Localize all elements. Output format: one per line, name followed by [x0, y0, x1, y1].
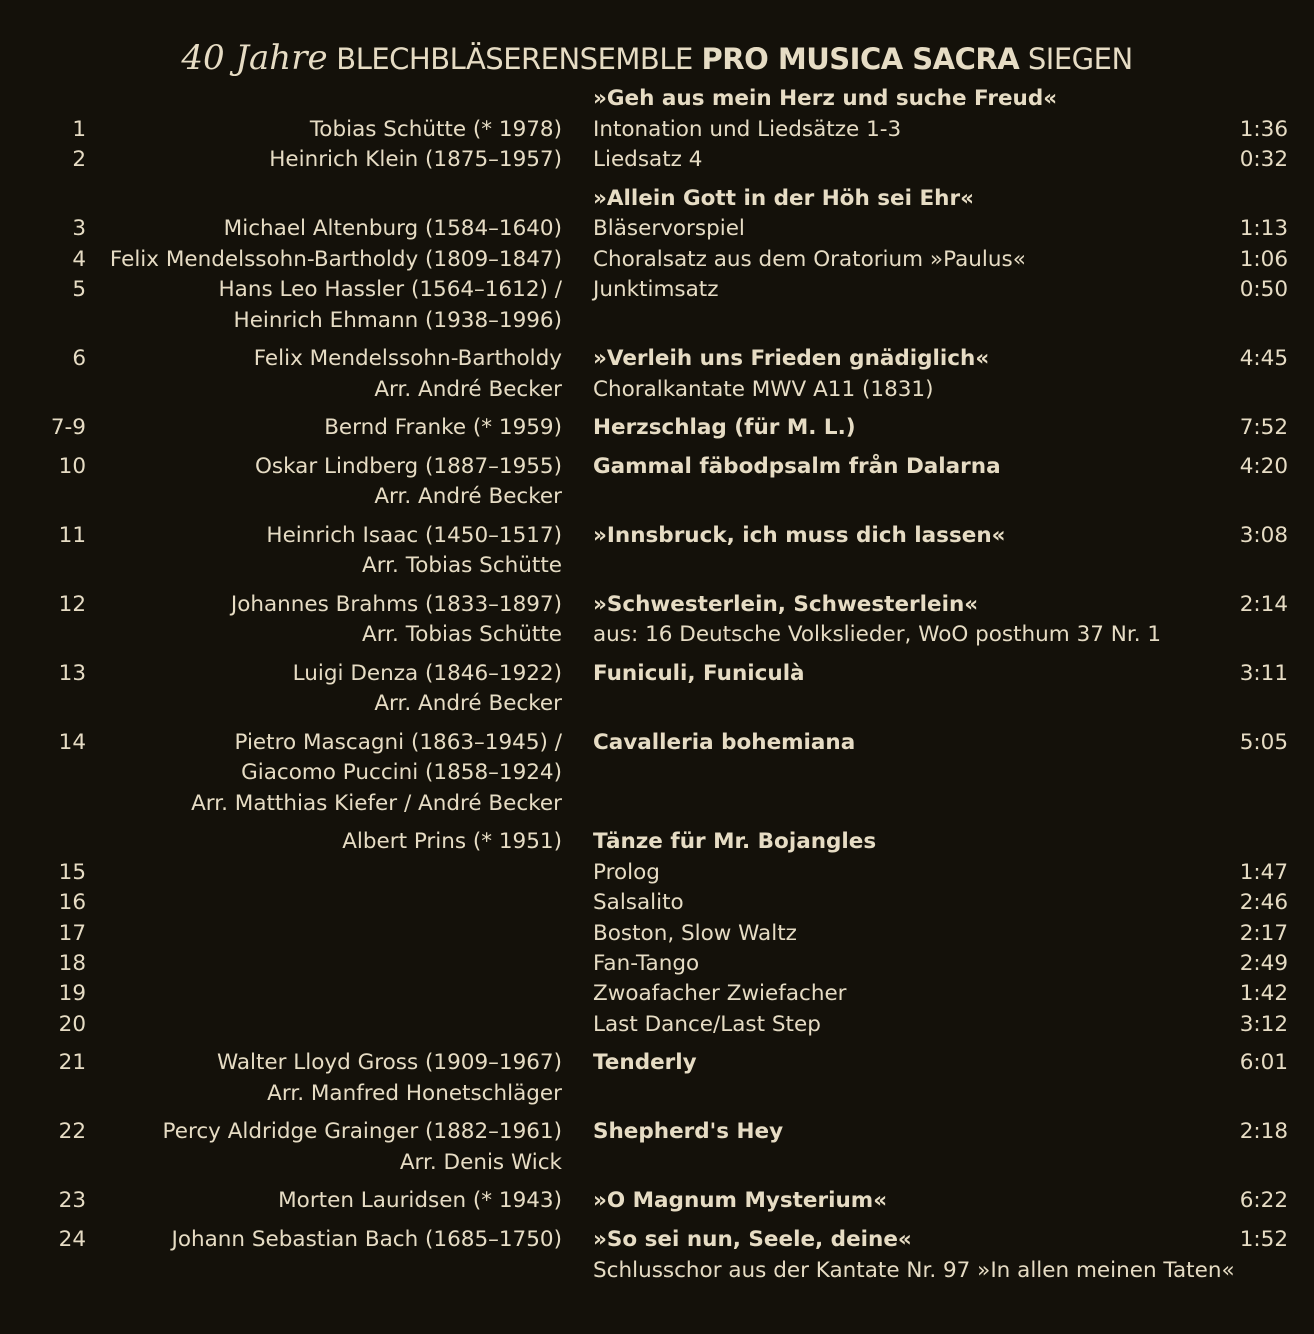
track-number: 6 [72, 346, 86, 371]
track-duration: 5:05 [1239, 730, 1288, 755]
track-work: Liedsatz 4 [593, 147, 703, 172]
track-work: Fan-Tango [593, 951, 700, 976]
track-work: Herzschlag (für M. L.) [593, 415, 856, 440]
track-work: Zwoafacher Zwiefacher [593, 981, 847, 1006]
track-duration: 2:14 [1239, 592, 1288, 617]
track-duration: 3:12 [1239, 1012, 1288, 1037]
track-number: 13 [58, 661, 86, 686]
track-work: Boston, Slow Waltz [593, 921, 797, 946]
track-composer: Arr. André Becker [374, 691, 562, 716]
track-number: 11 [58, 523, 86, 548]
track-number: 1 [72, 117, 86, 142]
track-composer: Heinrich Ehmann (1938–1996) [233, 308, 562, 333]
track-duration: 1:13 [1239, 216, 1288, 241]
track-duration: 2:17 [1239, 921, 1288, 946]
track-composer: Johann Sebastian Bach (1685–1750) [171, 1227, 562, 1252]
track-work: Tänze für Mr. Bojangles [593, 829, 877, 854]
page-title [0, 36, 1314, 81]
track-work: Salsalito [593, 890, 684, 915]
track-composer: Luigi Denza (1846–1922) [292, 661, 562, 686]
track-work: »Verleih uns Frieden gnädiglich« [593, 346, 990, 371]
track-work: »So sei nun, Seele, deine« [593, 1227, 912, 1252]
track-composer: Felix Mendelssohn-Bartholdy (1809–1847) [109, 247, 562, 272]
track-number: 22 [58, 1119, 86, 1144]
track-number: 2 [72, 147, 86, 172]
track-work: Prolog [593, 860, 660, 885]
track-work: »Geh aus mein Herz und suche Freud« [593, 86, 1058, 111]
track-composer: Tobias Schütte (* 1978) [309, 117, 562, 142]
track-duration: 0:50 [1239, 277, 1288, 302]
track-duration: 6:01 [1239, 1050, 1288, 1075]
track-composer: Arr. Manfred Honetschläger [267, 1081, 562, 1106]
track-duration: 2:18 [1239, 1119, 1288, 1144]
track-number: 21 [58, 1050, 86, 1075]
track-composer: Arr. Denis Wick [399, 1150, 562, 1175]
track-work: Choralsatz aus dem Oratorium »Paulus« [593, 247, 1026, 272]
track-work: Cavalleria bohemiana [593, 730, 856, 755]
track-number: 3 [72, 216, 86, 241]
track-duration: 6:22 [1239, 1188, 1288, 1213]
track-composer: Felix Mendelssohn-Bartholdy [253, 346, 562, 371]
track-number: 10 [58, 454, 86, 479]
track-work: Schlusschor aus der Kantate Nr. 97 »In allen meinen Taten« [593, 1258, 1235, 1283]
track-composer: Giacomo Puccini (1858–1924) [241, 760, 562, 785]
track-work: aus: 16 Deutsche Volkslieder, WoO posthum 37 Nr. 1 [593, 622, 1162, 647]
track-work: Shepherd's Hey [593, 1119, 784, 1144]
track-composer: Johannes Brahms (1833–1897) [230, 592, 562, 617]
track-number: 16 [58, 890, 86, 915]
track-duration: 1:06 [1239, 247, 1288, 272]
track-duration: 1:52 [1239, 1227, 1288, 1252]
title-part2: SIEGEN [1019, 42, 1133, 76]
track-duration: 0:32 [1239, 147, 1288, 172]
track-composer: Arr. André Becker [374, 484, 562, 509]
track-duration: 1:47 [1239, 860, 1288, 885]
track-work: »O Magnum Mysterium« [593, 1188, 888, 1213]
track-duration: 4:20 [1239, 454, 1288, 479]
track-number: 24 [58, 1227, 86, 1252]
track-duration: 4:45 [1239, 346, 1288, 371]
track-composer: Arr. Matthias Kiefer / André Becker [191, 791, 562, 816]
track-duration: 2:46 [1239, 890, 1288, 915]
track-composer: Arr. Tobias Schütte [362, 553, 562, 578]
track-number: 7-9 [50, 415, 86, 440]
track-composer: Arr. Tobias Schütte [362, 622, 562, 647]
track-number: 5 [72, 277, 86, 302]
title-bold: PRO MUSICA SACRA [701, 42, 1020, 76]
track-composer: Pietro Mascagni (1863–1945) / [234, 730, 562, 755]
track-duration: 1:36 [1239, 117, 1288, 142]
track-composer: Morten Lauridsen (* 1943) [278, 1188, 562, 1213]
track-number: 17 [58, 921, 86, 946]
track-number: 15 [58, 860, 86, 885]
track-composer: Heinrich Isaac (1450–1517) [266, 523, 562, 548]
track-work: Funiculi, Funiculà [593, 661, 805, 686]
track-duration: 1:42 [1239, 981, 1288, 1006]
track-number: 20 [58, 1012, 86, 1037]
track-work: »Innsbruck, ich muss dich lassen« [593, 523, 1006, 548]
track-number: 14 [58, 730, 86, 755]
track-duration: 3:08 [1239, 523, 1288, 548]
track-number: 19 [58, 981, 86, 1006]
track-work: Bläservorspiel [593, 216, 745, 241]
track-work: »Allein Gott in der Höh sei Ehr« [593, 186, 974, 211]
track-composer: Michael Altenburg (1584–1640) [223, 216, 562, 241]
track-work: Intonation und Liedsätze 1-3 [593, 117, 902, 142]
track-composer: Hans Leo Hassler (1564–1612) / [218, 277, 562, 302]
title-script: 40 Jahre [181, 38, 328, 78]
track-work: Tenderly [593, 1050, 697, 1075]
track-composer: Albert Prins (* 1951) [342, 829, 562, 854]
track-work: Junktimsatz [593, 277, 719, 302]
track-duration: 3:11 [1239, 661, 1288, 686]
track-composer: Arr. André Becker [374, 377, 562, 402]
track-number: 12 [58, 592, 86, 617]
track-work: Choralkantate MWV A11 (1831) [593, 377, 934, 402]
track-duration: 7:52 [1239, 415, 1288, 440]
track-composer: Heinrich Klein (1875–1957) [269, 147, 562, 172]
track-work: »Schwesterlein, Schwesterlein« [593, 592, 979, 617]
track-composer: Oskar Lindberg (1887–1955) [254, 454, 562, 479]
track-number: 4 [72, 247, 86, 272]
track-composer: Walter Lloyd Gross (1909–1967) [216, 1050, 562, 1075]
track-composer: Percy Aldridge Grainger (1882–1961) [162, 1119, 562, 1144]
track-work: Last Dance/Last Step [593, 1012, 821, 1037]
track-number: 23 [58, 1188, 86, 1213]
track-duration: 2:49 [1239, 951, 1288, 976]
track-work: Gammal fäbodpsalm från Dalarna [593, 454, 1001, 479]
title-part1: BLECHBLÄSERENSEMBLE [327, 42, 702, 76]
track-number: 18 [58, 951, 86, 976]
track-composer: Bernd Franke (* 1959) [324, 415, 562, 440]
